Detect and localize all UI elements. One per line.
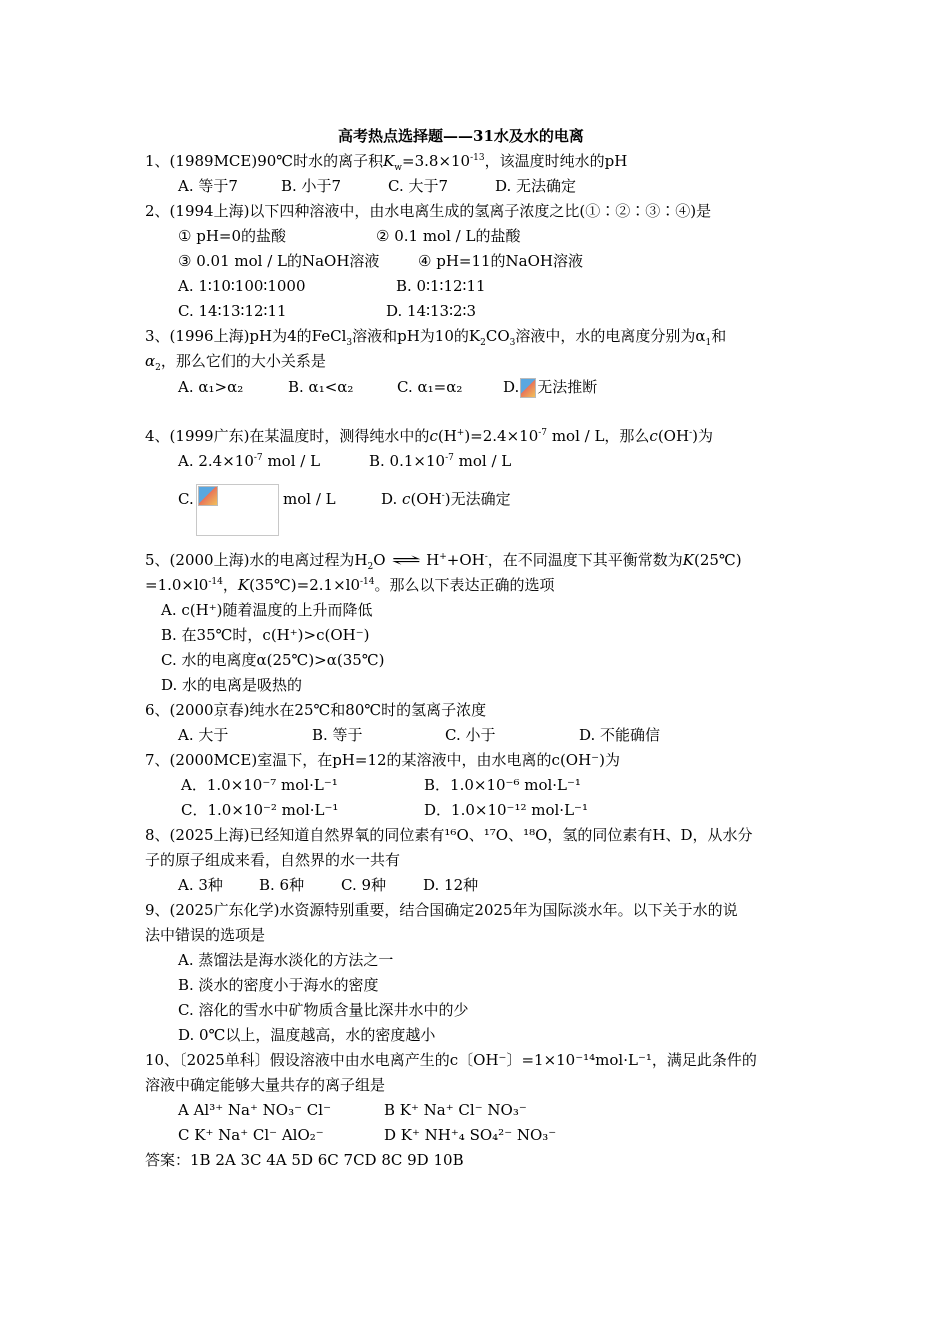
page-title: 高考热点选择题——31水及水的电离 [338,127,584,145]
question-9-stem-line-2: 法中错误的选项是 [145,926,266,944]
q1-option-b: B. 小于7 [281,177,342,195]
q4-option-b: B. $0.1\times 10^{-7}$ mol / L [369,452,512,470]
question-5-stem-line-2: $=1.0\times l0^{-14}$，$K(35℃)=2.1\times l0^{-14}$。那么以下表达正确的选项 [145,576,555,594]
q1-option-c: C. 大于7 [388,177,449,195]
q6-option-c: C. 小于 [445,726,496,744]
question-10-stem-line-2: 溶液中确定能够大量共存的离子组是 [145,1076,386,1094]
q10-option-a: A Al³⁺ Na⁺ NO₃⁻ Cl⁻ [178,1101,331,1119]
q10-option-c: C K⁺ Na⁺ Cl⁻ AlO₂⁻ [178,1126,324,1144]
question-7-stem: 7、(2000MCE)室温下，在pH=12的某溶液中，由水电离的c(OH⁻)为 [145,751,620,769]
q2-option-a: A. 1∶10∶100∶1000 [178,277,306,295]
broken-image-icon [520,378,536,398]
q8-option-c: C. 9种 [341,876,387,894]
question-10-stem-line-1: 10、〔2025单科〕假设溶液中由水电离产生的c〔OH⁻〕=1×10⁻¹⁴mol·L⁻¹，满足此条件的 [145,1051,757,1069]
q10-option-b: B K⁺ Na⁺ Cl⁻ NO₃⁻ [384,1101,527,1119]
q6-option-b: B. 等于 [312,726,363,744]
broken-image-icon [198,486,218,506]
q5-option-a: A. c(H⁺)随着温度的上升而降低 [161,601,373,619]
q4-option-c-image-frame [196,484,279,536]
q6-option-d: D. 不能确信 [579,726,661,744]
q7-option-b: B．1.0×10⁻⁶ mol·L⁻¹ [424,776,581,794]
q3-option-d: D. 无法推断 [503,378,598,396]
q2-item-4: ④ pH=11的NaOH溶液 [418,252,584,270]
q9-option-a: A. 蒸馏法是海水淡化的方法之一 [178,951,394,969]
q3-option-c: C. α₁=α₂ [397,378,463,396]
question-3-stem-line-2: $\alpha_2$，那么它们的大小关系是 [145,352,326,373]
answer-key: 答案：1B 2A 3C 4A 5D 6C 7CD 8C 9D 10B [145,1151,464,1169]
q2-item-2: ② 0.1 mol / L的盐酸 [376,227,521,245]
q4-option-c-unit: mol / L [283,490,336,508]
q3-option-a: A. α₁>α₂ [178,378,244,396]
question-8-stem-line-1: 8、(2025上海)已经知道自然界氧的同位素有¹⁶O、¹⁷O、¹⁸O，氢的同位素有H、D，从水分 [145,826,753,844]
q7-option-c: C．1.0×10⁻² mol·L⁻¹ [181,801,339,819]
q8-option-b: B. 6种 [259,876,305,894]
q4-option-c-label: C. [178,490,194,508]
q10-option-d: D K⁺ NH⁺₄ SO₄²⁻ NO₃⁻ [384,1126,557,1144]
question-3-stem-line-1: 3、(1996上海)pH为4的FeCl$_3$溶液和pH为10的$K_2CO_3$溶液中，水的电离度分别为$\alpha_1$和 [145,327,727,348]
q1-option-a: A. 等于7 [178,177,238,195]
q2-option-b: B. 0∶1∶12∶11 [396,277,486,295]
q5-option-c: C. 水的电离度α(25℃)>α(35℃) [161,651,385,669]
q7-option-a: A．1.0×10⁻⁷ mol·L⁻¹ [181,776,338,794]
q9-option-d: D. 0℃以上，温度越高，水的密度越小 [178,1026,436,1044]
q2-option-d: D. 14∶13∶2∶3 [386,302,476,320]
question-2-stem: 2、(1994上海)以下四种溶液中，由水电离生成的氢离子浓度之比(①∶②∶③∶④)是 [145,202,712,220]
q5-option-d: D. 水的电离是吸热的 [161,676,303,694]
q9-option-c: C. 溶化的雪水中矿物质含量比深井水中的少 [178,1001,469,1019]
question-9-stem-line-1: 9、(2025广东化学)水资源特别重要，结合国确定2025年为国际淡水年。以下关于水的说 [145,901,738,919]
question-4-stem: 4、(1999广东)在某温度时，测得纯水中的$c(H^+)=2.4\times 10^{-7}$ mol / L，那么c(OH-)为 [145,427,713,445]
question-1-stem: 1、(1989MCE)90℃时水的离子积$K_w=3.8\times 10^{-13}$，该温度时纯水的pH [145,152,628,173]
q5-option-b: B. 在35℃时，c(H⁺)>c(OH⁻) [161,626,370,644]
q1-option-d: D. 无法确定 [495,177,577,195]
question-6-stem: 6、(2000京春)纯水在25℃和80℃时的氢离子浓度 [145,701,487,719]
q8-option-a: A. 3种 [178,876,223,894]
q8-option-d: D. 12种 [423,876,479,894]
question-8-stem-line-2: 子的原子组成来看，自然界的水一共有 [145,851,401,869]
q7-option-d: D．1.0×10⁻¹² mol·L⁻¹ [424,801,588,819]
q2-item-1: ① pH=0的盐酸 [178,227,287,245]
q4-option-a: A. $2.4\times 10^{-7}$ mol / L [178,452,321,470]
q2-option-c: C. 14∶13∶12∶11 [178,302,287,320]
q4-option-d: D. c(OH-)无法确定 [381,490,511,508]
q6-option-a: A. 大于 [178,726,229,744]
q3-option-b: B. α₁<α₂ [288,378,354,396]
question-5-stem-line-1: 5、(2000上海)水的电离过程为$H_2O$ ⇌ H++OH-，在不同温度下其平衡常数为K(25℃) [145,551,742,572]
q2-item-3: ③ 0.01 mol / L的NaOH溶液 [178,252,380,270]
equilibrium-arrow-icon: ⇌ [390,551,421,569]
q9-option-b: B. 淡水的密度小于海水的密度 [178,976,379,994]
